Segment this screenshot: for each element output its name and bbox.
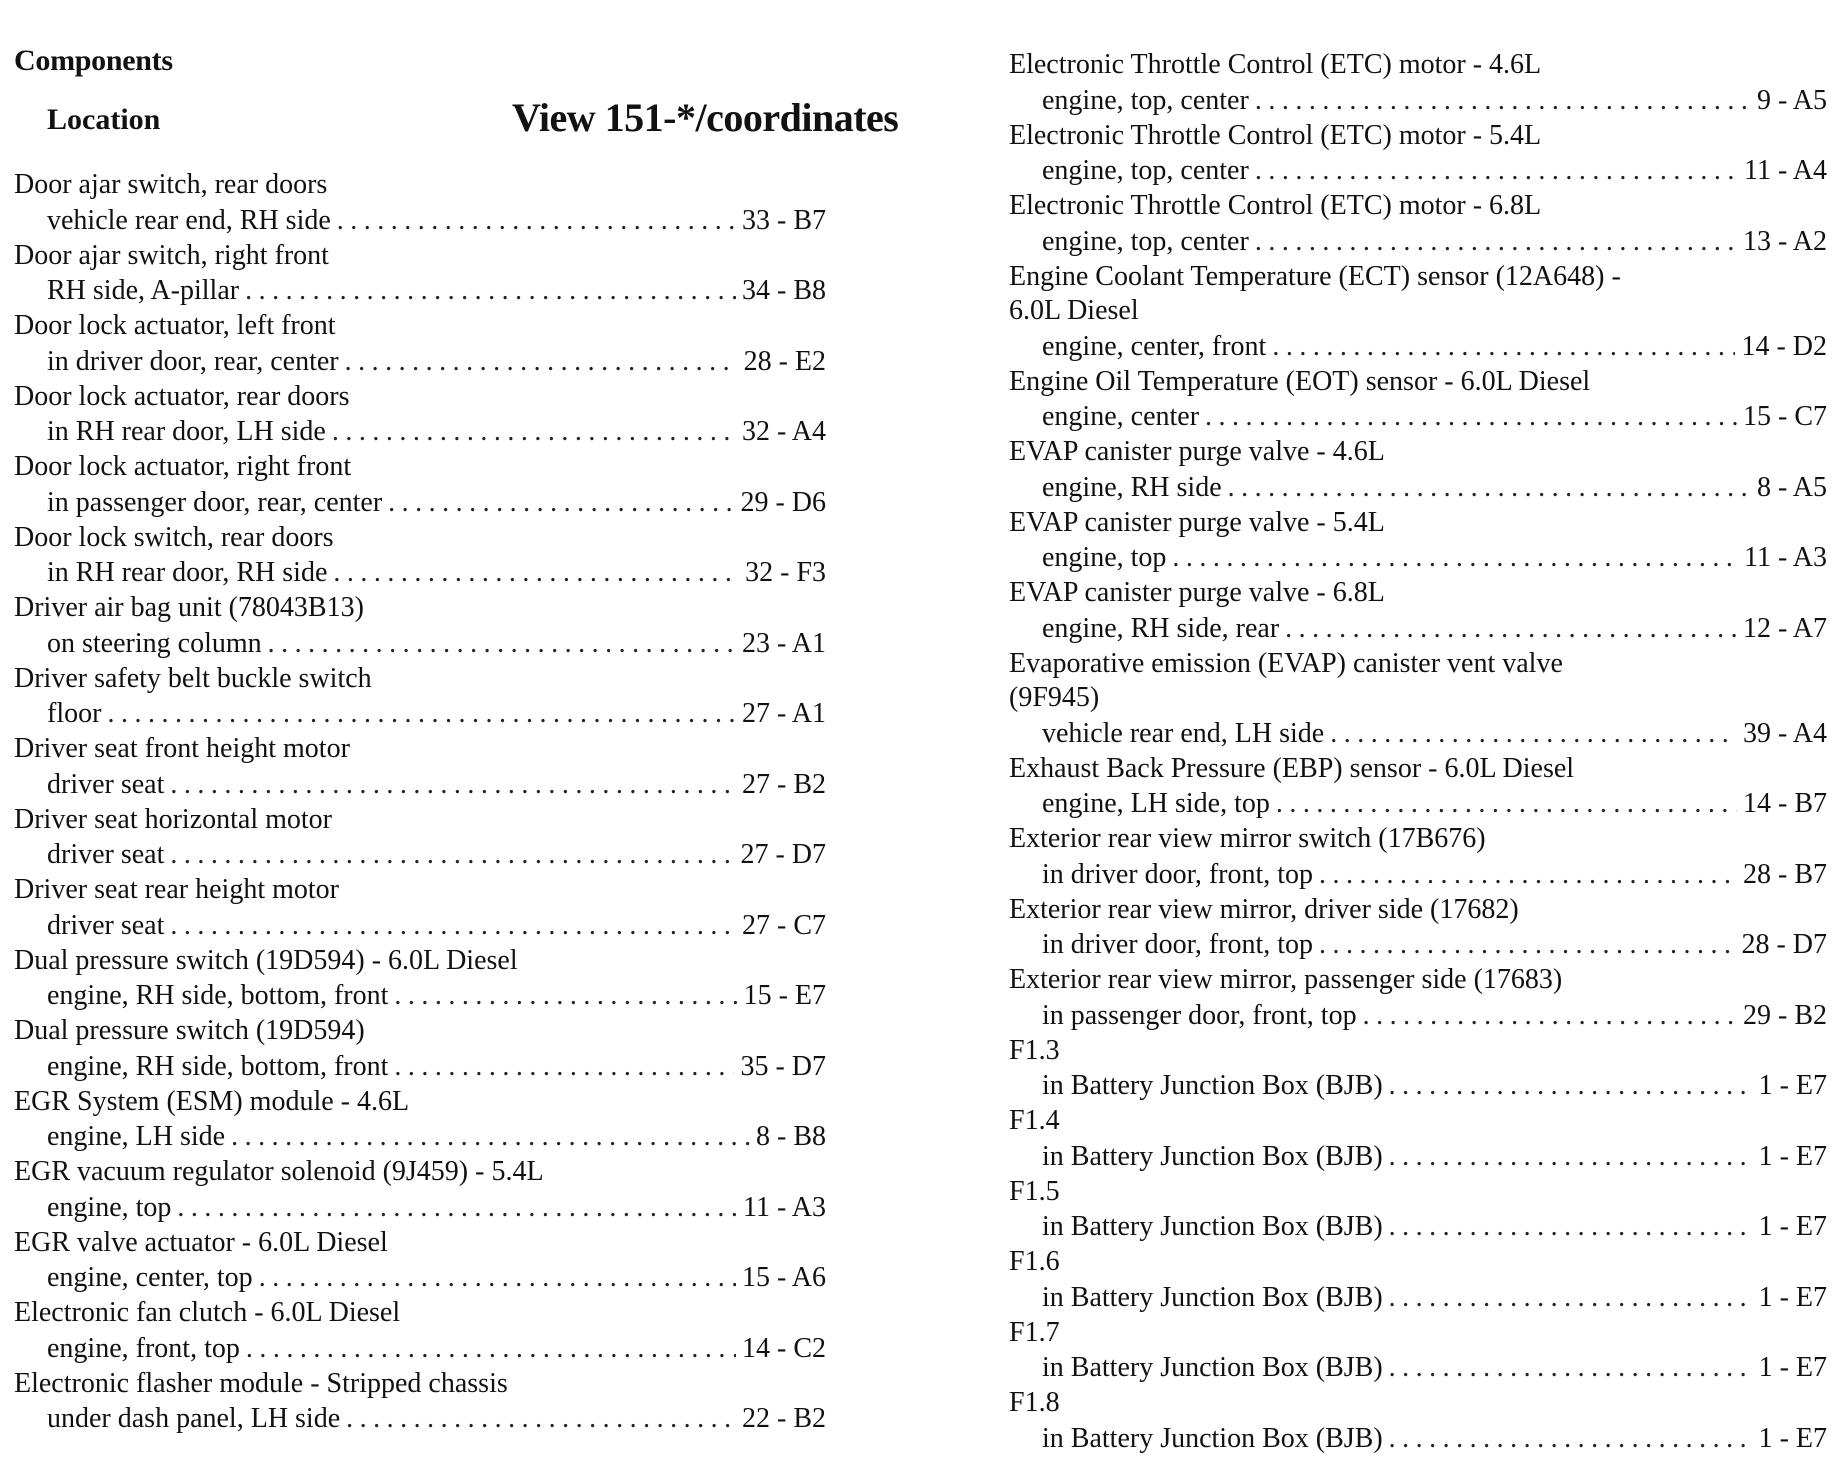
view-coordinate-ref: 1 - E7 [1758, 1140, 1827, 1172]
component-name: Door lock actuator, left front [14, 310, 336, 341]
dot-leader [1319, 857, 1737, 893]
component-location-row [14, 1260, 826, 1296]
view-coordinate-ref: 1 - E7 [1758, 1070, 1827, 1101]
section-title: Components [14, 44, 173, 77]
dot-leader [1276, 786, 1737, 822]
dot-leader [1389, 1421, 1753, 1457]
view-coordinate-ref: 8 - A5 [1757, 471, 1827, 503]
view-coordinate-ref: 1 - E7 [1758, 1281, 1827, 1313]
component-entry [14, 1296, 826, 1367]
component-name: F1.6 [1009, 1246, 1060, 1277]
dot-leader [394, 978, 737, 1014]
component-location: engine, top, center [1042, 84, 1249, 116]
component-location-row [1009, 998, 1827, 1034]
dot-leader [1228, 470, 1751, 506]
component-location: on steering column [47, 627, 262, 659]
dot-leader [246, 1331, 736, 1367]
dot-leader [1389, 1209, 1753, 1245]
component-name: Driver safety belt buckle switch [14, 662, 372, 694]
component-name: Engine Oil Temperature (EOT) sensor - 6.0L Diesel [1009, 365, 1591, 397]
component-entry [1009, 189, 1827, 260]
component-entry [1009, 1245, 1827, 1316]
component-entry [1009, 435, 1827, 506]
dot-leader [268, 626, 736, 662]
component-name: Evaporative emission (EVAP) canister vent valve [1009, 647, 1563, 679]
view-coordinates-heading: View 151-*/coordinates [512, 95, 899, 140]
component-name: EGR valve actuator - 6.0L Diesel [14, 1226, 388, 1258]
component-entry [14, 239, 826, 310]
view-coordinate-ref: 34 - B8 [742, 275, 826, 306]
component-location: engine, RH side, rear [1042, 612, 1280, 644]
left-column [14, 168, 826, 1437]
component-location-row [14, 1049, 826, 1085]
component-entry [14, 380, 826, 451]
component-location: in Battery Junction Box (BJB) [1042, 1070, 1383, 1101]
component-name: Exterior rear view mirror switch (17B676) [1009, 823, 1486, 854]
dot-leader [1205, 399, 1737, 435]
component-name: F1.7 [1009, 1316, 1060, 1348]
component-name: F1.3 [1009, 1034, 1060, 1066]
component-entry [14, 732, 826, 803]
view-coordinate-ref: 15 - A6 [742, 1262, 826, 1293]
component-entry [1009, 260, 1827, 365]
component-entry [14, 662, 826, 733]
view-coordinate-ref: 28 - B7 [1743, 858, 1827, 890]
component-entry [14, 873, 826, 944]
view-coordinate-ref: 11 - A3 [1744, 542, 1827, 573]
component-location-row [1009, 224, 1827, 260]
component-name: EVAP canister purge valve - 6.8L [1009, 577, 1385, 608]
component-name: EGR vacuum regulator solenoid (9J459) - 5.4L [14, 1156, 544, 1187]
right-column [1009, 48, 1827, 1457]
component-entry [1009, 365, 1827, 436]
component-location: in passenger door, rear, center [47, 486, 383, 518]
dot-leader [1319, 927, 1735, 963]
dot-leader [346, 1401, 736, 1437]
component-location-row [14, 1119, 826, 1155]
component-name: Dual pressure switch (19D594) - 6.0L Diesel [14, 944, 518, 976]
view-coordinate-ref: 11 - A4 [1744, 155, 1827, 186]
component-location: in Battery Junction Box (BJB) [1042, 1281, 1383, 1313]
component-location-row [14, 414, 826, 450]
view-coordinate-ref: 27 - A1 [742, 698, 826, 729]
component-location-row [1009, 927, 1827, 963]
view-coordinate-ref: 14 - B7 [1743, 788, 1827, 819]
component-location: in Battery Junction Box (BJB) [1042, 1211, 1383, 1242]
component-entry [1009, 963, 1827, 1034]
component-entry [1009, 822, 1827, 893]
component-name: Driver air bag unit (78043B13) [14, 592, 364, 623]
view-coordinate-ref: 33 - B7 [742, 204, 826, 236]
component-entry [14, 591, 826, 662]
view-coordinate-ref: 32 - A4 [742, 416, 826, 447]
dot-leader [337, 203, 736, 239]
view-coordinate-ref: 35 - D7 [740, 1050, 826, 1082]
view-coordinate-ref: 27 - D7 [740, 839, 826, 870]
view-coordinate-ref: 23 - A1 [742, 627, 826, 659]
component-name: F1.8 [1009, 1387, 1060, 1418]
view-coordinate-ref: 28 - D7 [1741, 929, 1827, 960]
component-entry [1009, 1386, 1827, 1457]
component-name-continued: 6.0L Diesel [1009, 295, 1139, 326]
dot-leader [1389, 1280, 1753, 1316]
component-name-continued: (9F945) [1009, 682, 1100, 713]
component-location: in RH rear door, RH side [47, 557, 328, 588]
component-location-row [1009, 1421, 1827, 1457]
dot-leader [1172, 540, 1738, 576]
dot-leader [177, 1190, 737, 1226]
view-coordinate-ref: 8 - B8 [756, 1121, 826, 1152]
component-name: Door lock actuator, rear doors [14, 380, 350, 412]
component-entry [14, 309, 826, 380]
component-location: in driver door, front, top [1042, 929, 1314, 960]
component-entry [14, 1226, 826, 1297]
component-name: F1.5 [1009, 1175, 1060, 1207]
component-entry [1009, 576, 1827, 647]
component-location: vehicle rear end, LH side [1042, 717, 1325, 749]
component-location: engine, RH side, bottom, front [47, 1050, 389, 1082]
component-location: engine, top, center [1042, 155, 1249, 186]
dot-leader [1330, 716, 1737, 752]
dot-leader [1363, 998, 1737, 1034]
component-location-row [1009, 1068, 1827, 1104]
component-entry [1009, 752, 1827, 823]
component-entry [1009, 1175, 1827, 1246]
dot-leader [170, 908, 736, 944]
component-location-row [1009, 1139, 1827, 1175]
component-location-row [14, 344, 826, 380]
component-location: in passenger door, front, top [1042, 999, 1357, 1031]
view-coordinate-ref: 1 - E7 [1758, 1422, 1827, 1454]
dot-leader [394, 1049, 734, 1085]
location-column-heading: Location [47, 103, 161, 136]
component-location-row [1009, 1280, 1827, 1316]
component-name: Electronic fan clutch - 6.0L Diesel [14, 1297, 401, 1328]
component-location-row [14, 203, 826, 239]
dot-leader [1272, 329, 1735, 365]
component-location: engine, RH side [1042, 471, 1222, 503]
view-coordinate-ref: 15 - E7 [743, 980, 826, 1011]
component-entry [1009, 1034, 1827, 1105]
component-location-row [14, 696, 826, 732]
dot-leader [332, 414, 736, 450]
component-location-row [14, 626, 826, 662]
view-coordinate-ref: 27 - B2 [742, 768, 826, 800]
dot-leader [107, 696, 736, 732]
component-name: Door ajar switch, rear doors [14, 169, 328, 200]
component-location-row [14, 273, 826, 309]
component-location: in driver door, rear, center [47, 345, 339, 377]
component-location-row [14, 908, 826, 944]
view-coordinate-ref: 22 - B2 [742, 1403, 826, 1434]
component-location: under dash panel, LH side [47, 1403, 341, 1434]
component-location-row [1009, 83, 1827, 119]
component-location-row [1009, 399, 1827, 435]
component-entry [14, 521, 826, 592]
component-name: EVAP canister purge valve - 5.4L [1009, 506, 1385, 538]
dot-leader [1389, 1068, 1753, 1104]
component-location: engine, RH side, bottom, front [47, 980, 389, 1011]
view-coordinate-ref: 27 - C7 [742, 909, 826, 941]
view-coordinate-ref: 1 - E7 [1758, 1211, 1827, 1242]
dot-leader [170, 767, 736, 803]
component-location: engine, center, front [1042, 330, 1267, 362]
view-coordinate-ref: 13 - A2 [1743, 225, 1827, 257]
component-location-row [14, 1331, 826, 1367]
view-coordinate-ref: 29 - B2 [1743, 999, 1827, 1031]
view-coordinate-ref: 14 - D2 [1741, 330, 1827, 362]
view-coordinate-ref: 11 - A3 [743, 1191, 826, 1223]
dot-leader [259, 1260, 736, 1296]
component-name: Exterior rear view mirror, passenger side (17683) [1009, 964, 1563, 995]
dot-leader [345, 344, 738, 380]
component-location: driver seat [47, 839, 165, 870]
component-location-row [1009, 470, 1827, 506]
view-coordinate-ref: 1 - E7 [1758, 1352, 1827, 1383]
component-location: in Battery Junction Box (BJB) [1042, 1140, 1383, 1172]
component-name: F1.4 [1009, 1105, 1060, 1136]
view-coordinate-ref: 29 - D6 [740, 486, 826, 518]
component-entry [1009, 1104, 1827, 1175]
component-name: Electronic Throttle Control (ETC) motor - 4.6L [1009, 49, 1542, 80]
component-location-row [14, 485, 826, 521]
component-location: floor [47, 698, 102, 729]
dot-leader [231, 1119, 750, 1155]
view-coordinate-ref: 15 - C7 [1743, 401, 1827, 432]
component-name: EVAP canister purge valve - 4.6L [1009, 436, 1385, 467]
component-location-row [1009, 716, 1827, 752]
component-name: Dual pressure switch (19D594) [14, 1015, 365, 1046]
dot-leader [333, 555, 739, 591]
component-location-row [14, 1401, 826, 1437]
component-location-row [1009, 857, 1827, 893]
view-coordinate-ref: 14 - C2 [742, 1332, 826, 1364]
view-coordinate-ref: 12 - A7 [1743, 612, 1827, 644]
component-entry [1009, 506, 1827, 577]
component-location-row [1009, 611, 1827, 647]
component-name: Door lock actuator, right front [14, 451, 352, 482]
component-name: Driver seat horizontal motor [14, 803, 333, 835]
component-entry [14, 450, 826, 521]
component-name: Engine Coolant Temperature (ECT) sensor (12A648) - [1009, 260, 1621, 292]
component-location-row [1009, 540, 1827, 576]
component-name: Driver seat rear height motor [14, 874, 339, 905]
view-coordinate-ref: 32 - F3 [745, 557, 826, 588]
component-entry [14, 1014, 826, 1085]
component-entry [1009, 48, 1827, 119]
component-location: driver seat [47, 768, 165, 800]
component-location-row [1009, 153, 1827, 189]
component-location-row [14, 978, 826, 1014]
component-location-row [14, 837, 826, 873]
component-name: Electronic Throttle Control (ETC) motor - 6.8L [1009, 190, 1542, 221]
component-location: in Battery Junction Box (BJB) [1042, 1422, 1383, 1454]
component-location: RH side, A-pillar [47, 275, 240, 306]
view-coordinate-ref: 28 - E2 [743, 345, 826, 377]
component-name: Electronic Throttle Control (ETC) motor - 5.4L [1009, 119, 1542, 151]
component-entry [1009, 647, 1827, 752]
component-location: in RH rear door, LH side [47, 416, 326, 447]
component-location: vehicle rear end, RH side [47, 204, 331, 236]
component-location-row [1009, 329, 1827, 365]
view-coordinate-ref: 9 - A5 [1757, 84, 1827, 116]
component-location: engine, center, top [47, 1262, 253, 1293]
component-name: Exterior rear view mirror, driver side (17682) [1009, 893, 1519, 925]
component-location-row [1009, 786, 1827, 822]
component-entry [14, 1085, 826, 1156]
dot-leader [170, 837, 734, 873]
component-location-row [1009, 1350, 1827, 1386]
component-location-row [14, 555, 826, 591]
component-name: Driver seat front height motor [14, 733, 350, 764]
dot-leader [1255, 153, 1738, 189]
dot-leader [388, 485, 734, 521]
component-location: engine, LH side, top [1042, 788, 1270, 819]
component-location: in Battery Junction Box (BJB) [1042, 1352, 1383, 1383]
component-entry [1009, 1316, 1827, 1387]
dot-leader [1255, 83, 1751, 119]
dot-leader [1255, 224, 1737, 260]
component-entry [1009, 893, 1827, 964]
component-location: engine, center [1042, 401, 1200, 432]
component-location-row [1009, 1209, 1827, 1245]
view-coordinate-ref: 39 - A4 [1743, 717, 1827, 749]
component-location: engine, LH side [47, 1121, 226, 1152]
component-name: Door ajar switch, right front [14, 239, 329, 271]
dot-leader [245, 273, 736, 309]
component-entry [14, 803, 826, 874]
dot-leader [1389, 1350, 1753, 1386]
component-entry [14, 168, 826, 239]
component-entry [14, 944, 826, 1015]
component-location: engine, top, center [1042, 225, 1249, 257]
component-location: engine, top [1042, 542, 1167, 573]
component-name: Door lock switch, rear doors [14, 521, 334, 553]
component-location: driver seat [47, 909, 165, 941]
dot-leader [1389, 1139, 1753, 1175]
component-name: EGR System (ESM) module - 4.6L [14, 1085, 410, 1117]
component-name: Electronic flasher module - Stripped chassis [14, 1367, 508, 1399]
component-location-row [14, 767, 826, 803]
dot-leader [1285, 611, 1737, 647]
component-location: engine, top [47, 1191, 172, 1223]
component-location-row [14, 1190, 826, 1226]
component-location: engine, front, top [47, 1332, 240, 1364]
component-entry [14, 1367, 826, 1438]
component-name: Exhaust Back Pressure (EBP) sensor - 6.0L Diesel [1009, 752, 1575, 784]
component-entry [1009, 119, 1827, 190]
component-entry [14, 1155, 826, 1226]
component-location: in driver door, front, top [1042, 858, 1314, 890]
